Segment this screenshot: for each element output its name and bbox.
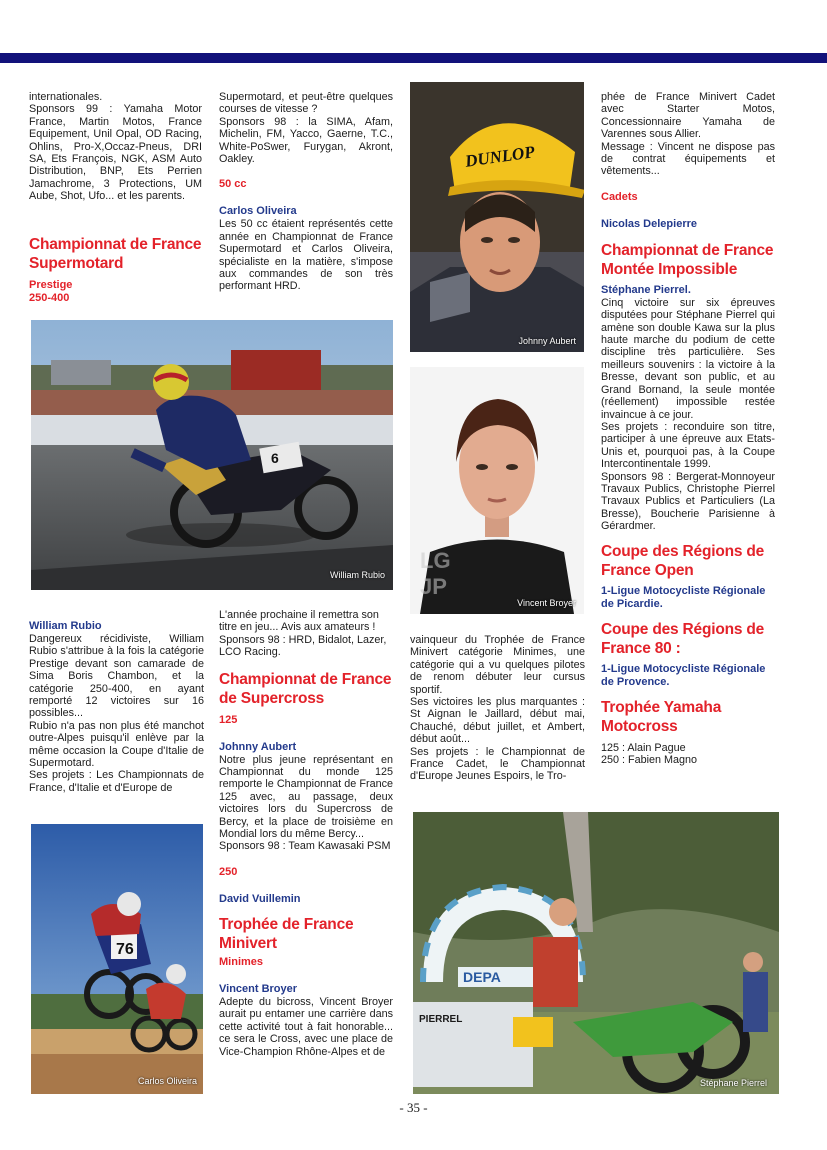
paragraph: Cinq victoire sur six épreuves disputées pour Stéphane Pierrel qui amène son double Kawa sur la plus haute marche du podium de cette discipline très particulière. Ses meilleurs souvenirs : la victoire à la Bresse, devant son public, et au Grand Bornand, la seule montée (réellement) impossible restée invaincue à ce jour. (601, 296, 775, 421)
section-heading: Coupe des Régions de France Open (601, 542, 765, 579)
rider-name: Johnny Aubert (219, 740, 297, 753)
paragraph: vainqueur du Trophée de France Minivert catégorie Minimes, une catégorie qui a vu quelques pilotes de renom débuter leur cursus sportif. (410, 634, 585, 696)
category-label: Prestige (29, 279, 73, 291)
winner-text: 1-Ligue Motocycliste Régionale de Picardie. (601, 584, 766, 610)
paragraph: Les 50 cc étaient représentés cette année en Championnat de France Supermotard et Carlos Oliveira, spécialiste en la matière, s'impose aux commandes de son très performant HRD. (219, 218, 393, 293)
section-heading: Coupe des Régions de France 80 : (601, 620, 765, 657)
paragraph: Ses projets : reconduire son titre, participer à une épreuve aux Etats-Unis et, pourquoi pas, à la Coupe Intercontinentale 1999. (601, 420, 775, 471)
top-color-band (0, 53, 827, 63)
rider-name: William Rubio (29, 620, 102, 632)
paragraph: Sponsors 98 : la SIMA, Afam, Michelin, FM, Yacco, Gaerne, T.C., White-PoSwer, Furygan, Akront, Oakley. (219, 115, 393, 166)
paragraph: Supermotard, et peut-être quelques courses de vitesse ? (219, 91, 393, 116)
section-heading: Championnat de France Supermotard (29, 236, 202, 272)
paragraph: Message : Vincent ne dispose pas de contrat équipements et vêtements... (601, 140, 775, 178)
category-label: Cadets (601, 190, 638, 203)
category-label: 125 (219, 713, 238, 726)
paragraph: Notre plus jeune représentant en Championnat du monde 125 remporte le Championnat de France 125 avec, au passage, deux victoires lors du Supercross de Bercy, et la place de troisième en Mondial lors du même Bercy... (219, 753, 393, 841)
rider-name: Carlos Oliveira (219, 205, 297, 218)
paragraph: L'année prochaine il remettra son titre en jeu... Avis aux amateurs ! (219, 609, 379, 634)
category-label: 50 cc (219, 178, 247, 191)
column-2 (219, 91, 393, 293)
paragraph: Adepte du bicross, Vincent Broyer aurait pu entamer une carrière dans cette activité tout à fait honorable... ce sera le Cross, avec une place de Vice-Champion Rhône-Alpes et de (219, 995, 393, 1058)
rider-name: Stéphane Pierrel. (601, 283, 691, 296)
paragraph: Rubio n'a pas non plus été manchot outre-Alpes puisqu'il enlève par la même occasion la Coupe d'Italie de Supermotard. (29, 719, 204, 770)
paragraph: Ses projets : Les Championnats de France, d'Italie et d'Europe de (29, 769, 204, 794)
section-heading: Trophée de France Minivert (219, 915, 354, 952)
section-heading: Championnat de France Montée Impossible (601, 241, 774, 278)
paragraph: Sponsors 98 : Team Kawasaki PSM (219, 840, 391, 853)
column-4 (601, 91, 775, 766)
page-number: - 35 - (399, 1100, 428, 1115)
supermotard-section (29, 235, 202, 305)
paragraph: Dangereux récidiviste, William Rubio s'attribue à la fois la catégorie Prestige devant son camarade de Sima Boris Chambon, et la catégorie 250-400, en ayant remporté 12 victoires sur 16 possibles... (29, 633, 204, 720)
column-1 (29, 91, 202, 203)
section-heading: Trophée Yamaha Motocross (601, 698, 722, 735)
rider-name: David Vuillemin (219, 892, 301, 905)
section-heading: Championnat de France de Supercross (219, 670, 392, 707)
photo-caption: Vincent Broyer (517, 598, 576, 608)
rider-name: Vincent Broyer (219, 982, 298, 995)
cap-logo-text: DUNLOP (463, 142, 536, 171)
paragraph: Ses projets : le Championnat de France Cadet, le Championnat d'Europe Jeunes Espoirs, le Tro- (410, 745, 585, 783)
sidecar-sponsor-text: PIERREL (419, 1014, 463, 1025)
svg-text:76: 76 (116, 941, 134, 958)
result-line: 250 : Fabien Magno (601, 753, 698, 766)
svg-text:6: 6 (271, 450, 279, 466)
photo-stephane-pierrel (413, 812, 779, 1094)
paragraph: internationales. (29, 91, 103, 103)
category-label: 250 (219, 865, 238, 878)
photo-caption: Johnny Aubert (518, 336, 576, 346)
photo-william-rubio (31, 320, 393, 590)
photo-caption: William Rubio (329, 570, 385, 580)
paragraph: Ses victoires les plus marquantes : St Aignan le Jaillard, début mai, Chauché, début juillet, et Ambert, début août... (410, 696, 585, 746)
watermark-logo: LG JP (420, 548, 451, 599)
photo-caption: Carlos Oliveira (137, 1076, 197, 1086)
photo-carlos-oliveira (31, 824, 203, 1094)
winner-text: 1-Ligue Motocycliste Régionale de Provence. (601, 662, 766, 688)
rubio-section (29, 620, 204, 794)
result-line: 125 : Alain Pague (601, 741, 686, 754)
paragraph: phée de France Minivert Cadet avec Starter Motos, Concessionnaire Yamaha de Varennes sous Allier. (601, 91, 775, 141)
paragraph: Sponsors 98 : Bergerat-Monnoyeur Travaux Publics, Christophe Pierrel Travaux Publics et Particuliers (La Bresse), Boucherie Parisienne à Gérardmer. (601, 470, 775, 533)
category-label: Minimes (219, 955, 264, 968)
photo-caption: Stéphane Pierrel (699, 1078, 767, 1088)
column-2-lower (219, 609, 393, 1058)
paragraph: Sponsors 98 : HRD, Bidalot, Lazer, LCO Racing. (219, 633, 387, 659)
rider-name: Nicolas Delepierre (601, 217, 697, 230)
banner-text: DEPA (463, 969, 501, 985)
column-3 (410, 634, 585, 783)
paragraph: Sponsors 99 : Yamaha Motor France, Martin Motos, France Equipement, Unil Opal, OD Racing, Ohlins, Pro-X,Occaz-Pneus, DRI SA, Ets François, NGK, ASM Auto Distribution, BNP, Ets Perrien Jamachrome, 3 Protections, UM Aube, Shot, Ufo... et les parents. (29, 103, 202, 203)
photo-johnny-aubert (410, 82, 584, 352)
category-label: 250-400 (29, 292, 70, 304)
